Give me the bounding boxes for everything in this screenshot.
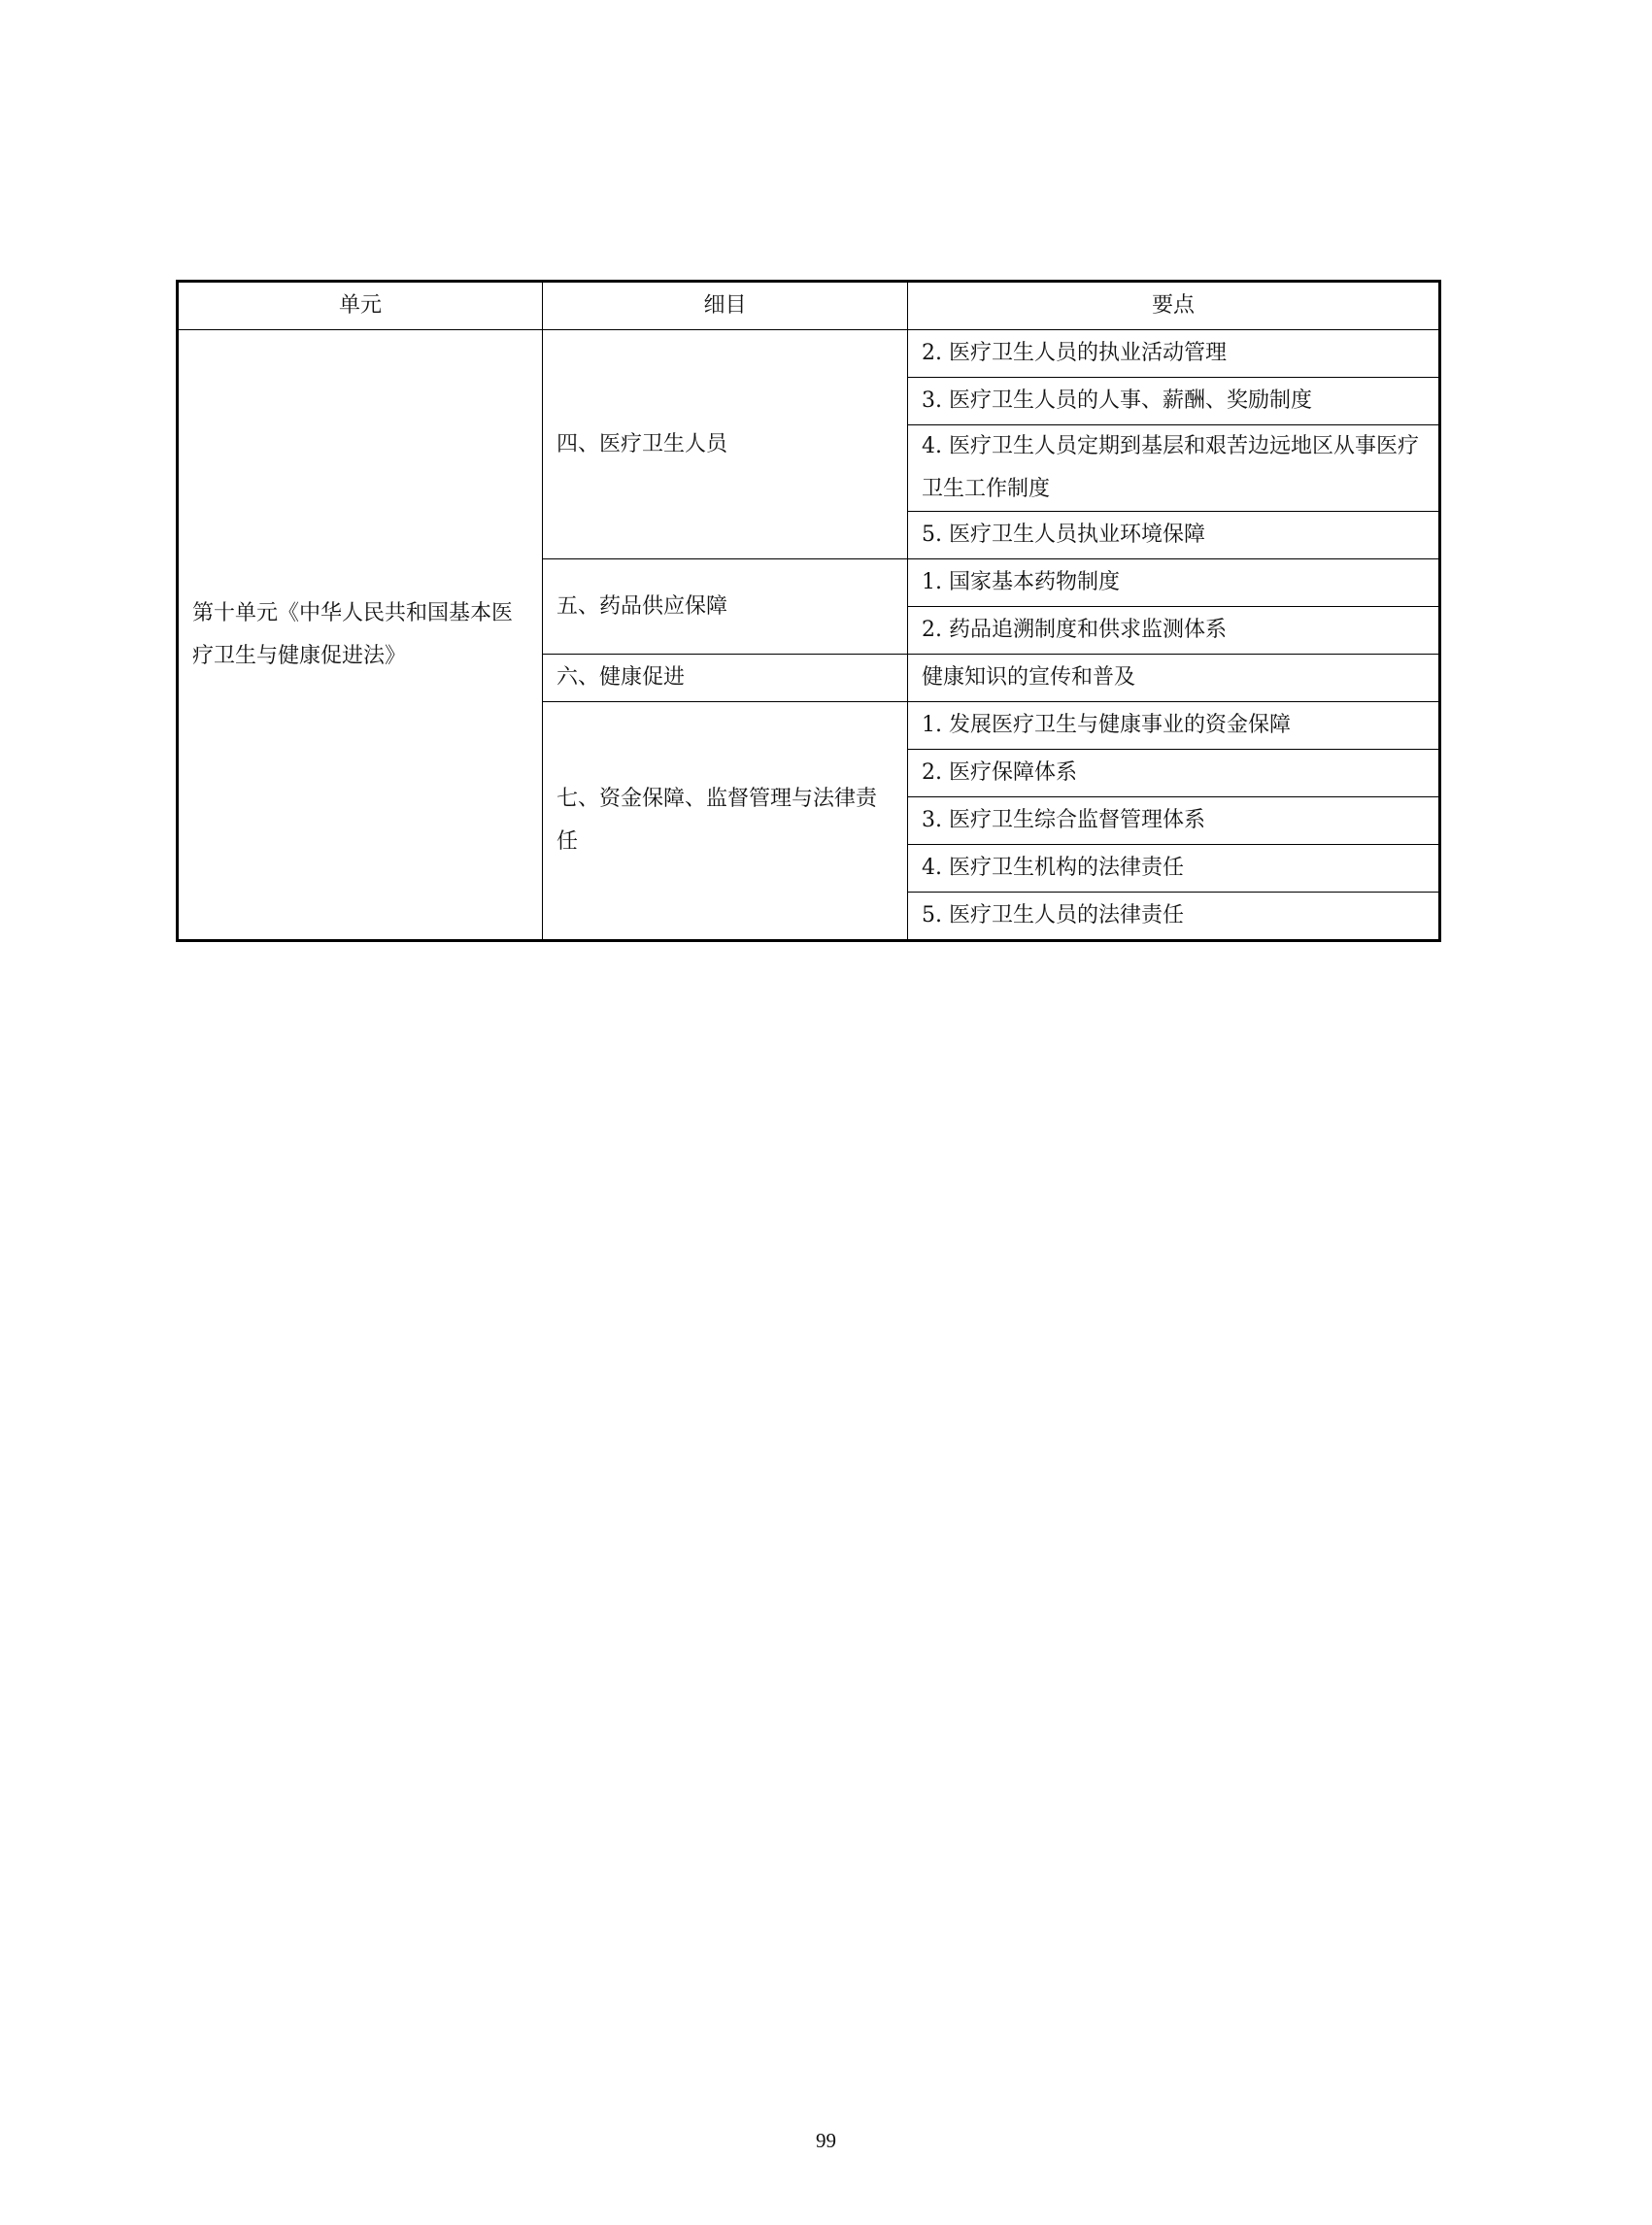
point-cell: 3. 医疗卫生综合监督管理体系 [908,797,1440,845]
point-cell: 2. 医疗卫生人员的执业活动管理 [908,330,1440,378]
point-cell: 2. 医疗保障体系 [908,750,1440,797]
point-cell: 4. 医疗卫生机构的法律责任 [908,845,1440,893]
page-number: 99 [816,2129,836,2152]
point-cell: 1. 国家基本药物制度 [908,559,1440,607]
syllabus-table [176,280,1441,942]
header-points: 要点 [908,282,1440,330]
header-row [178,282,1440,330]
item-cell: 四、医疗卫生人员 [543,330,908,559]
item-cell: 六、健康促进 [543,655,908,702]
table-row [178,330,1440,378]
point-cell: 2. 药品追溯制度和供求监测体系 [908,607,1440,655]
item-cell: 七、资金保障、监督管理与法律责任 [543,702,908,941]
point-cell: 5. 医疗卫生人员执业环境保障 [908,512,1440,559]
point-cell: 健康知识的宣传和普及 [908,655,1440,702]
header-item: 细目 [543,282,908,330]
point-cell: 5. 医疗卫生人员的法律责任 [908,893,1440,941]
point-cell: 1. 发展医疗卫生与健康事业的资金保障 [908,702,1440,750]
unit-cell: 第十单元《中华人民共和国基本医疗卫生与健康促进法》 [178,330,543,941]
header-unit: 单元 [178,282,543,330]
point-cell: 3. 医疗卫生人员的人事、薪酬、奖励制度 [908,378,1440,425]
point-cell: 4. 医疗卫生人员定期到基层和艰苦边远地区从事医疗卫生工作制度 [908,425,1440,512]
item-cell: 五、药品供应保障 [543,559,908,655]
